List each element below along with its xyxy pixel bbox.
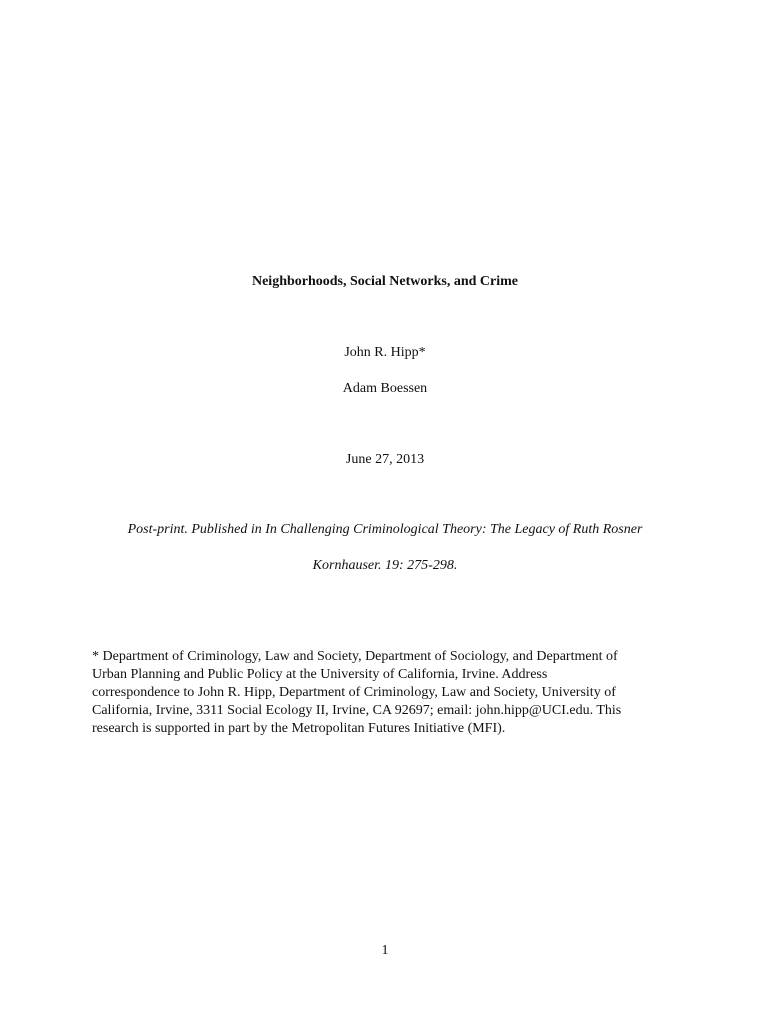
paper-title: Neighborhoods, Social Networks, and Crime [251,274,518,289]
publication-date: June 27, 2013 [345,452,425,467]
footnote-line: correspondence to John R. Hipp, Department of Criminology, Law and Society, University of [92,685,616,700]
author-1: John R. Hipp* [344,345,426,360]
author-2: Adam Boessen [342,381,428,396]
footnote-line: California, Irvine, 3311 Social Ecology II, Irvine, CA 92697; email: john.hipp@UCI.edu. This [92,703,622,718]
page-number: 1 [381,943,389,958]
publication-note-line-2: Kornhauser. 19: 275-298. [312,558,458,573]
footnote-line: Urban Planning and Public Policy at the University of California, Irvine. Address [92,667,548,682]
author-footnote [92,648,692,738]
footnote-line: * Department of Criminology, Law and Society, Department of Sociology, and Department of [92,649,618,664]
footnote-line: research is supported in part by the Metropolitan Futures Initiative (MFI). [92,721,506,736]
publication-note-line-1: Post-print. Published in In Challenging Criminological Theory: The Legacy of Ruth Rosner [127,522,643,537]
